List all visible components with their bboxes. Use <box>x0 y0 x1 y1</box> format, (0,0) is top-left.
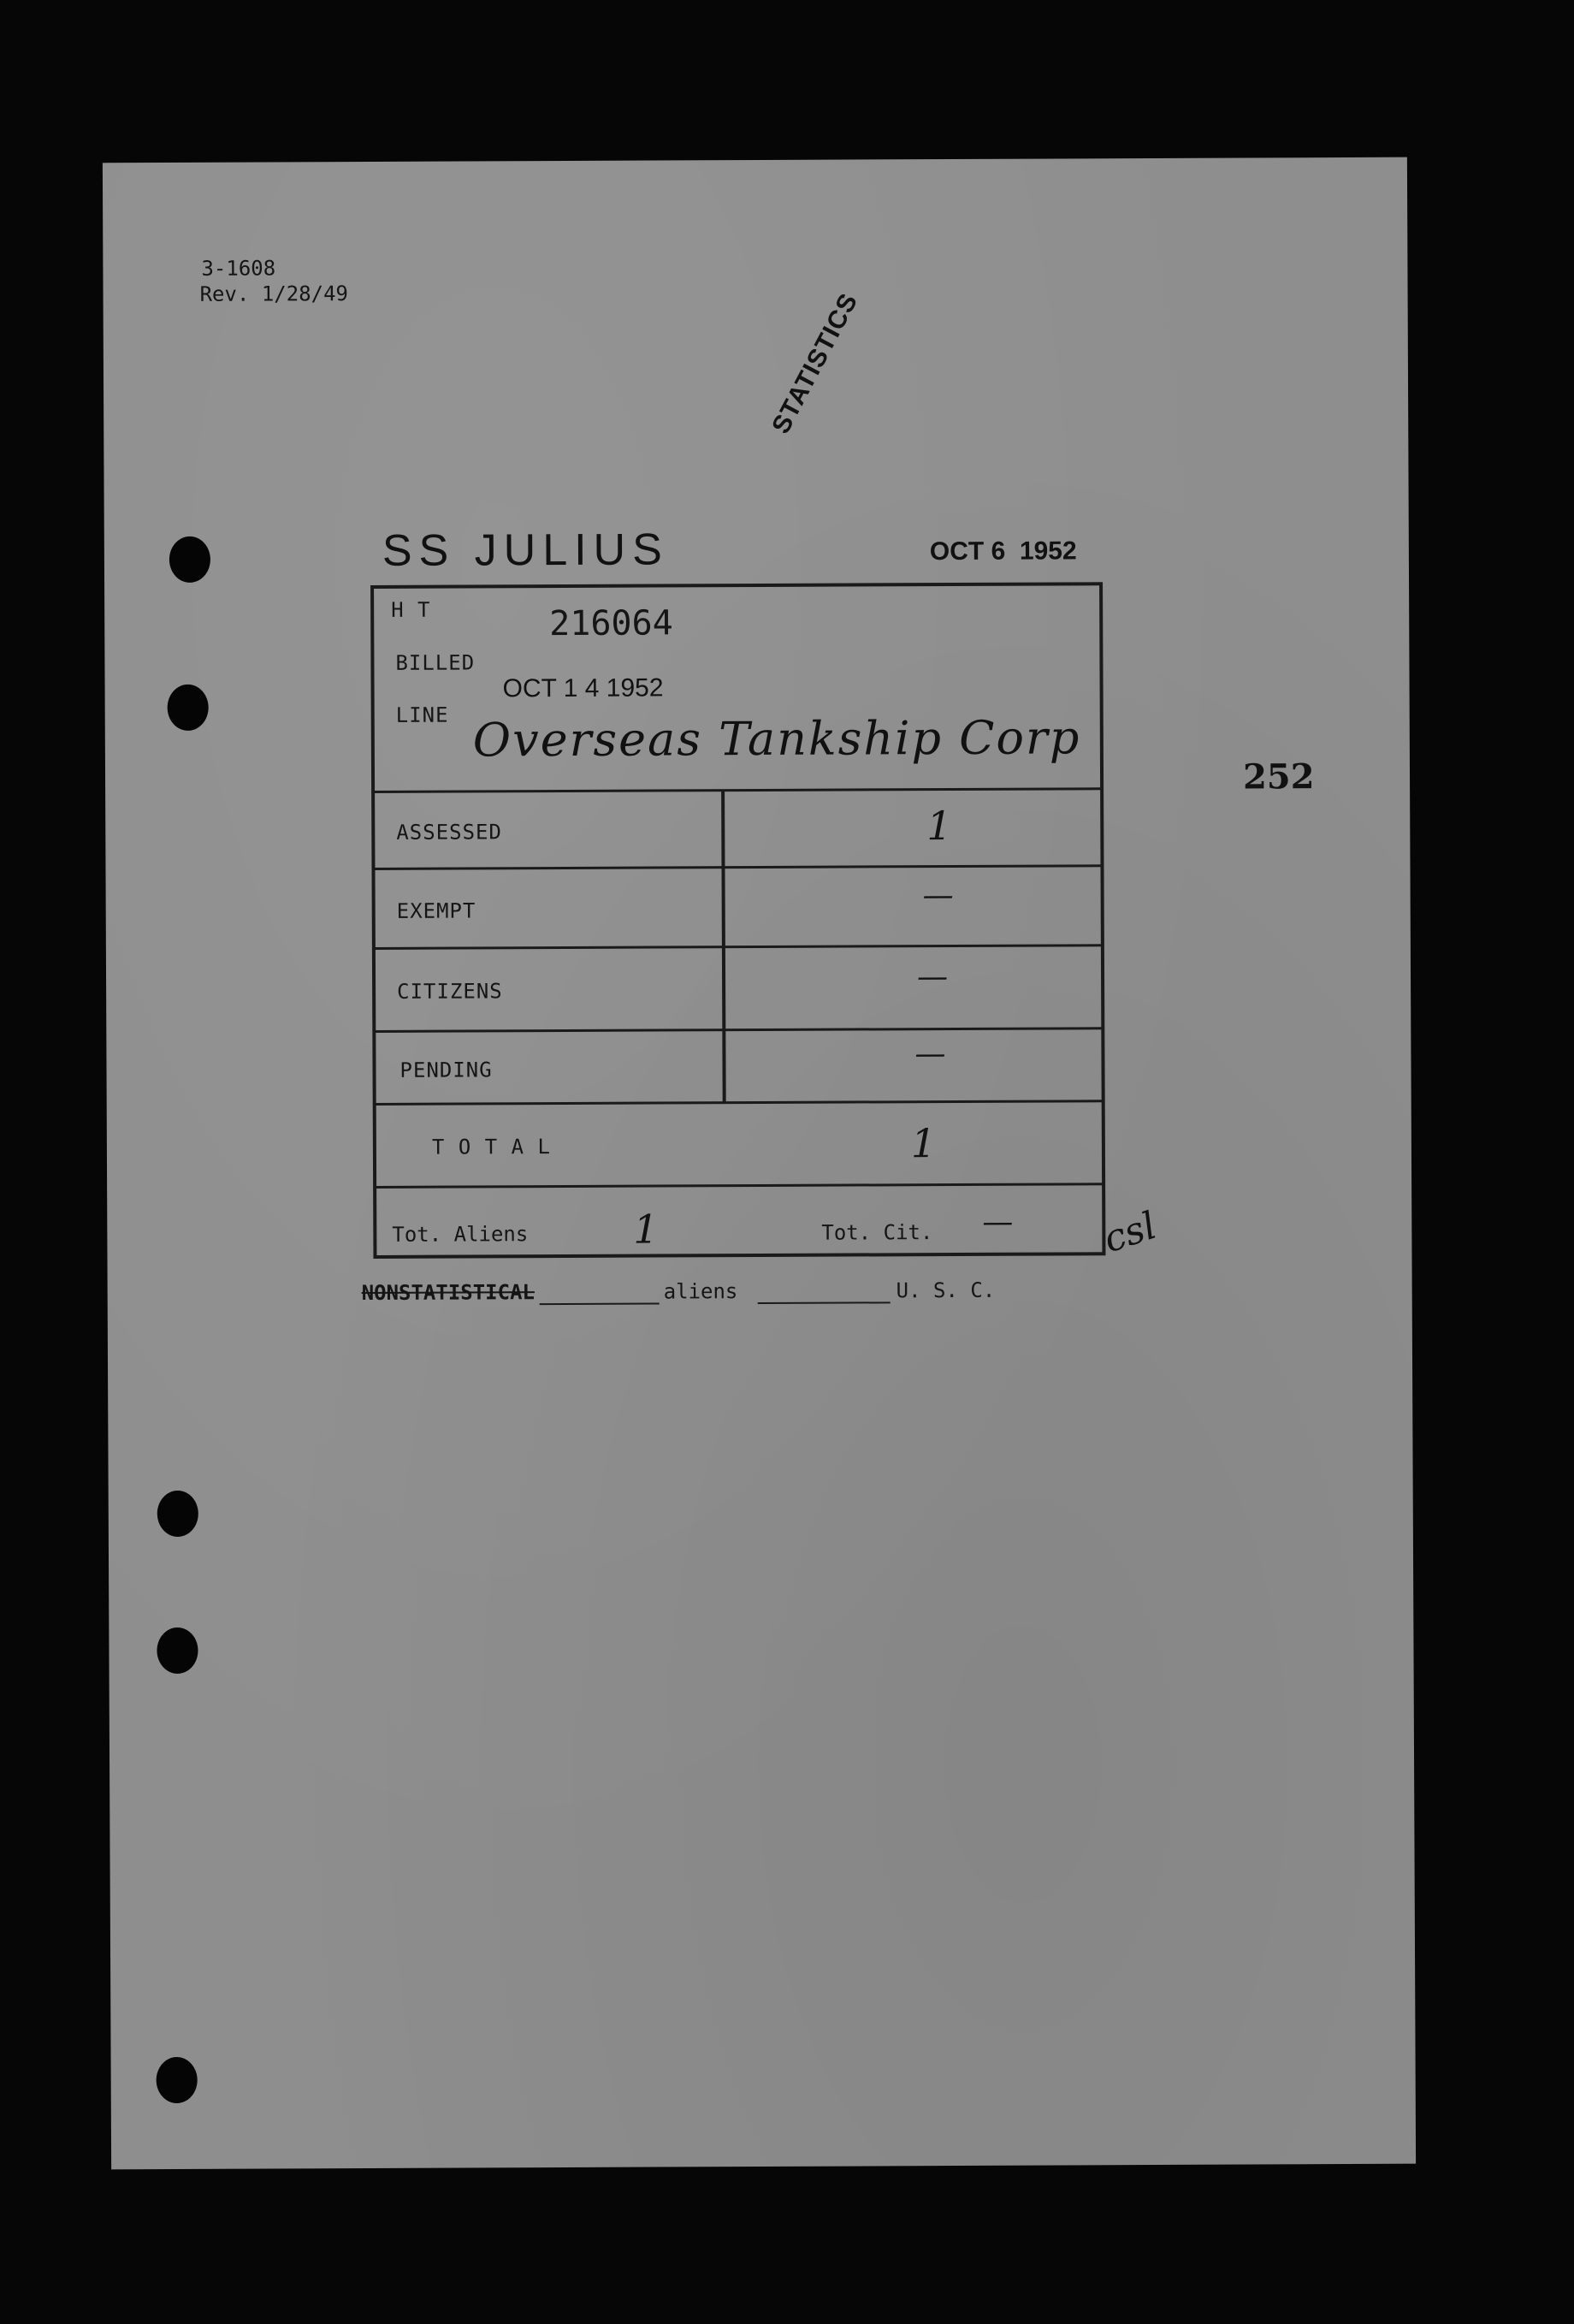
total-citizens-label: Tot. Cit. <box>821 1220 933 1245</box>
initials-handwritten: csl <box>1098 1203 1163 1262</box>
total-citizens-value: — <box>982 1204 1014 1240</box>
aliens-blank <box>758 1301 891 1304</box>
billed-date-stamp: OCT 1 4 1952 <box>502 673 664 703</box>
total-value: 1 <box>910 1120 937 1167</box>
punch-hole <box>157 1491 198 1537</box>
usc-label: U. S. C. <box>896 1278 996 1303</box>
exempt-label: EXEMPT <box>396 898 476 923</box>
exempt-value: — <box>922 878 954 914</box>
paper-sheet <box>103 157 1416 2170</box>
assessed-value: 1 <box>926 803 952 850</box>
nonstatistical-blank <box>540 1303 660 1306</box>
total-aliens-label: Tot. Aliens <box>392 1222 529 1247</box>
line-label: LINE <box>395 703 449 727</box>
punch-hole <box>157 2057 198 2103</box>
ship-name: SS JULIUS <box>382 525 669 576</box>
statistics-stamp: STATISTICS <box>766 288 864 439</box>
nonstatistical-label: NONSTATISTICAL <box>361 1280 536 1306</box>
citizens-value: — <box>916 959 949 995</box>
punch-hole <box>168 685 209 731</box>
form-number: 3-1608 <box>201 256 276 281</box>
form-revision: Rev. 1/28/49 <box>199 282 349 306</box>
arrival-date-stamp: OCT 6 1952 <box>929 537 1077 566</box>
pending-value: — <box>914 1036 946 1072</box>
billed-label: BILLED <box>395 650 476 675</box>
citizens-label: CITIZENS <box>397 979 503 1004</box>
total-aliens-value: 1 <box>633 1206 659 1253</box>
ht-value: 216064 <box>549 603 673 644</box>
page-number-stamp: 252 <box>1242 756 1315 797</box>
pending-label: PENDING <box>399 1058 493 1082</box>
punch-hole <box>157 1627 198 1674</box>
punch-hole <box>169 537 210 583</box>
assessed-label: ASSESSED <box>396 820 502 845</box>
ht-label: H T <box>391 597 431 622</box>
aliens-label: aliens <box>663 1279 738 1304</box>
line-value-handwritten: Overseas Tankship Corp <box>472 710 1081 768</box>
total-label: T O T A L <box>431 1135 552 1159</box>
